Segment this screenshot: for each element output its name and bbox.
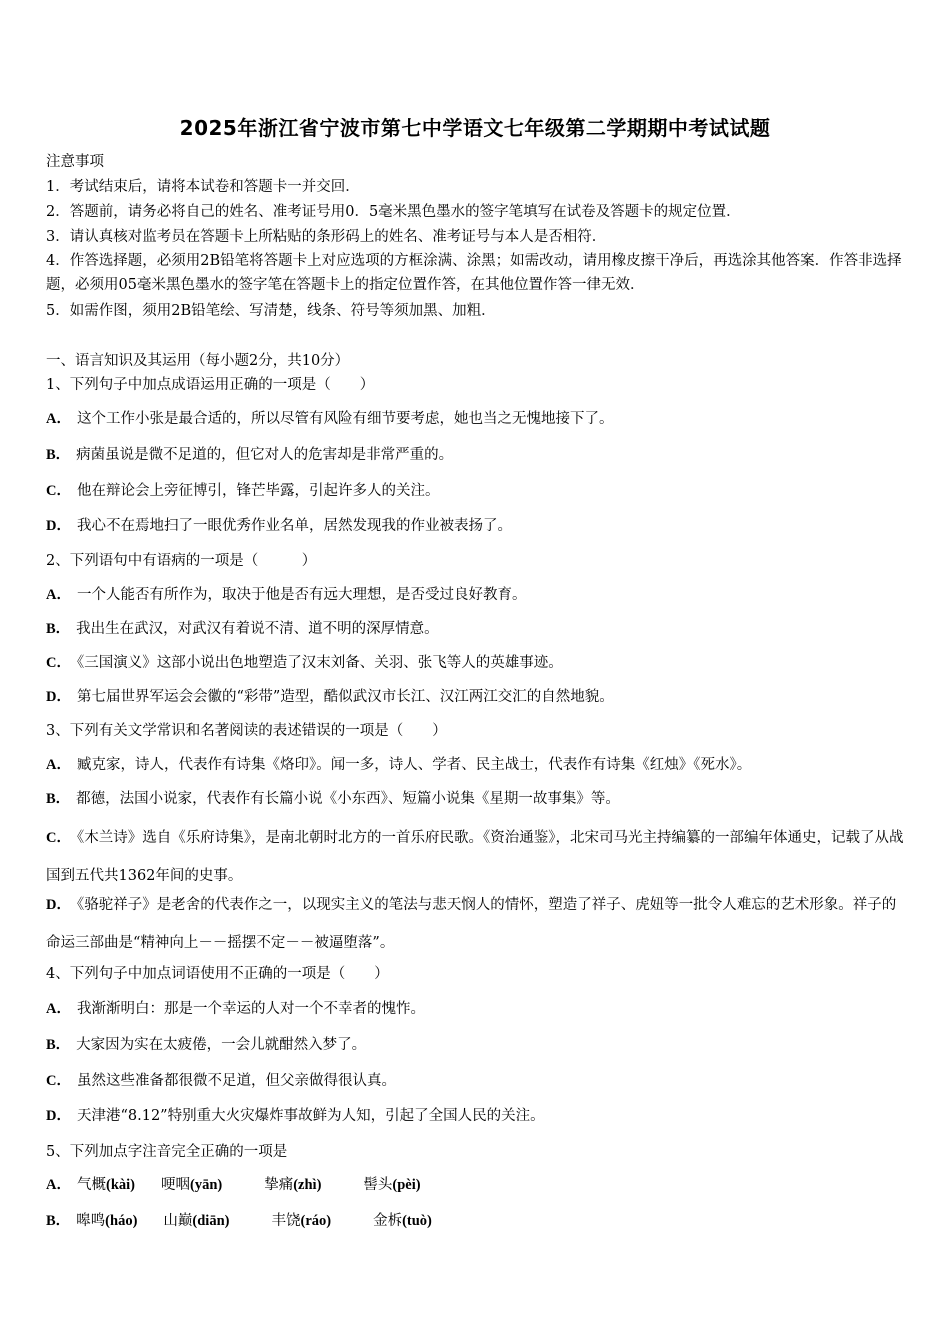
option-letter: A． — [46, 1177, 71, 1193]
option-text: 这个工作小张是最合适的，所以尽管有风险有细节要考虑，她也当之无愧地接下了。 — [76, 411, 614, 427]
option-letter: C． — [46, 655, 71, 671]
option-text: 《骆驼祥子》是老舍的代表作之一，以现实主义的笔法与悲天悯人的情怀，塑造了祥子、虎妞等一批令人难忘的艺术形象。祥子的命运三部曲是“精神向上－－摇摆不定－－被逼堕落”。 — [46, 897, 897, 951]
option-letter: C． — [46, 830, 71, 846]
option-text: 虽然这些准备都很微不足道，但父亲做得很认真。 — [76, 1073, 396, 1089]
option-item — [46, 481, 439, 501]
option-item — [46, 687, 614, 707]
option-letter: B． — [46, 791, 71, 807]
notice-heading: 注意事项 — [46, 154, 104, 170]
option-text: 《木兰诗》选自《乐府诗集》，是南北朝时北方的一首乐府民歌。《资治通鉴》，北宋司马光主持编纂的一部编年体通史，记载了从战国到五代共1362年间的史事。 — [46, 830, 904, 884]
option-text: 第七届世界军运会会徽的“彩带”造型，酷似武汉市长江、汉江两江交汇的自然地貌。 — [76, 689, 614, 705]
pinyin-word — [373, 1213, 432, 1229]
option-item — [46, 886, 908, 962]
option-item — [46, 1211, 432, 1231]
option-text: 一个人能否有所作为，取决于他是否有远大理想，是否受过良好教育。 — [76, 587, 527, 603]
notice-item-5: 5．如需作图，须用2B铅笔绘、写清楚，线条、符号等须加黑、加粗． — [46, 303, 496, 319]
page-title: 2025年浙江省宁波市第七中学语文七年级第二学期期中考试试题 — [179, 116, 771, 140]
option-item — [46, 789, 620, 809]
option-item — [46, 1106, 545, 1126]
question-stem: 4、下列句子中加点词语使用不正确的一项是（ ） — [46, 966, 389, 982]
option-letter: B． — [46, 1213, 71, 1229]
word-hanzi: 哽咽 — [160, 1177, 190, 1193]
word-hanzi: 髻头 — [363, 1177, 393, 1193]
option-letter: A． — [46, 587, 71, 603]
word-pinyin: (ráo) — [300, 1213, 332, 1229]
notice-item-2: 2．答题前，请务必将自己的姓名、准考证号用0．5毫米黑色墨水的签字笔填写在试卷及答题卡的规定位置． — [46, 204, 741, 220]
option-item — [46, 619, 439, 639]
word-pinyin: (zhì) — [293, 1177, 322, 1193]
word-hanzi: 山巅 — [163, 1213, 193, 1229]
option-text: 都德，法国小说家，代表作有长篇小说《小东西》、短篇小说集《星期一故事集》等。 — [76, 791, 620, 807]
option-letter: A． — [46, 411, 71, 427]
option-letter: D． — [46, 1108, 71, 1124]
question-stem: 2、下列语句中有语病的一项是（ ） — [46, 553, 317, 569]
question-stem: 1、下列句子中加点成语运用正确的一项是（ ） — [46, 377, 375, 393]
option-letter: B． — [46, 1037, 71, 1053]
notice-item-3: 3．请认真核对监考员在答题卡上所粘贴的条形码上的姓名、准考证号与本人是否相符． — [46, 229, 607, 245]
question-stem: 5、下列加点字注音完全正确的一项是 — [46, 1144, 288, 1160]
pinyin-word — [161, 1177, 222, 1193]
section-heading: 一、语言知识及其运用（每小题2分，共10分） — [46, 353, 350, 369]
option-text: 我心不在焉地扫了一眼优秀作业名单，居然发现我的作业被表扬了。 — [76, 518, 512, 534]
option-text: 大家因为实在太疲倦，一会儿就酣然入梦了。 — [76, 1037, 367, 1053]
option-text: 病菌虽说是微不足道的，但它对人的危害却是非常严重的。 — [76, 447, 454, 463]
question-stem: 3、下列有关文学常识和名著阅读的表述错误的一项是（ ） — [46, 723, 447, 739]
option-text: 臧克家，诗人，代表作有诗集《烙印》。闻一多，诗人、学者、民主战士，代表作有诗集《红烛》《死水》。 — [76, 757, 752, 773]
notice-item-1: 1．考试结束后，请将本试卷和答题卡一并交回． — [46, 179, 360, 195]
option-item — [46, 819, 908, 895]
option-letter: D． — [46, 689, 71, 705]
word-pinyin: (tuò) — [402, 1213, 432, 1229]
option-item — [46, 445, 453, 465]
option-text: 他在辩论会上旁征博引，锋芒毕露，引起许多人的关注。 — [76, 483, 440, 499]
option-item — [46, 409, 613, 429]
option-letter: C． — [46, 483, 71, 499]
pinyin-word — [76, 1213, 137, 1229]
word-pinyin: (háo) — [105, 1213, 138, 1229]
option-item — [46, 1035, 366, 1055]
pinyin-word — [77, 1177, 135, 1193]
option-text: 我出生在武汉，对武汉有着说不清、道不明的深厚情意。 — [76, 621, 439, 637]
option-item — [46, 1071, 396, 1091]
word-pinyin: (yān) — [189, 1177, 223, 1193]
word-hanzi: 气概 — [76, 1177, 106, 1193]
option-letter: A． — [46, 757, 71, 773]
option-item — [46, 516, 512, 536]
pinyin-word — [264, 1177, 321, 1193]
word-pinyin: (diān) — [192, 1213, 230, 1229]
option-letter: B． — [46, 621, 71, 637]
option-letter: C． — [46, 1073, 71, 1089]
option-item — [46, 999, 425, 1019]
option-letter: D． — [46, 518, 71, 534]
pinyin-word — [363, 1177, 420, 1193]
option-letter: B． — [46, 447, 71, 463]
pinyin-word — [163, 1213, 229, 1229]
notice-item-4: 4．作答选择题，必须用2B铅笔将答题卡上对应选项的方框涂满、涂黑；如需改动，请用橡皮擦干净后，再选涂其他答案．作答非选择题，必须用05毫米黑色墨水的签字笔在答题卡上的指定位置作答，在其他位置作答一律无效． — [46, 253, 902, 293]
option-item — [46, 1175, 421, 1195]
word-pinyin: (pèi) — [392, 1177, 421, 1193]
option-text: 天津港“8.12”特别重大火灾爆炸事故鲜为人知，引起了全国人民的关注。 — [76, 1108, 545, 1124]
word-hanzi: 金柝 — [373, 1213, 403, 1229]
word-hanzi: 嗥鸣 — [76, 1213, 106, 1229]
word-hanzi: 丰饶 — [271, 1213, 301, 1229]
pinyin-word — [271, 1213, 331, 1229]
word-pinyin: (kài) — [105, 1177, 135, 1193]
option-letter: A． — [46, 1001, 71, 1017]
option-item — [46, 653, 563, 673]
option-item — [46, 585, 526, 605]
option-text: 《三国演义》这部小说出色地塑造了汉末刘备、关羽、张飞等人的英雄事迹。 — [76, 655, 563, 671]
word-hanzi: 挚痛 — [264, 1177, 294, 1193]
option-item — [46, 755, 751, 775]
option-letter: D． — [46, 897, 71, 913]
option-text: 我渐渐明白：那是一个幸运的人对一个不幸者的愧怍。 — [76, 1001, 425, 1017]
